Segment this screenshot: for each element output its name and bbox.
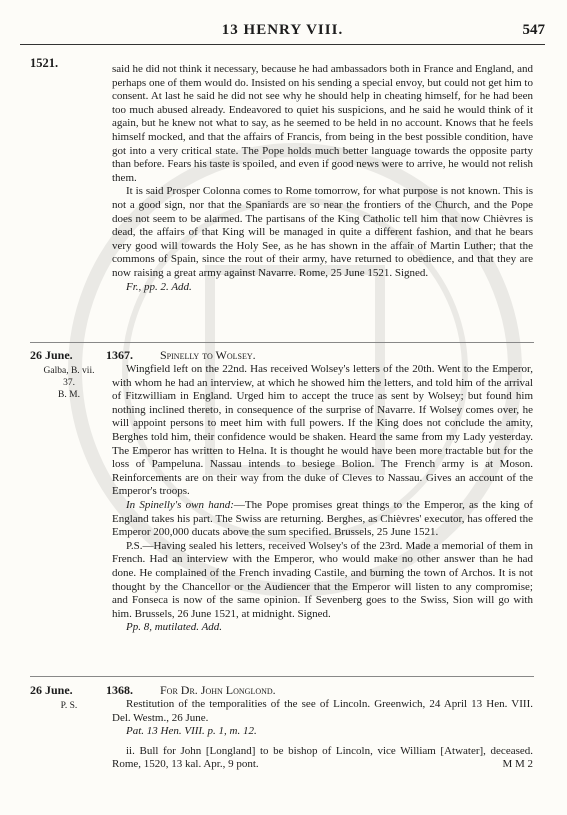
margin-line: 37. (63, 378, 75, 388)
continuation-text (112, 63, 533, 294)
entry-number: 1367. (106, 348, 133, 362)
divider (30, 342, 534, 343)
own-hand-text: —The Pope promises great things to the Emperor, as the king of England takes his part. The Swiss are returning. Berghes, as Chièvres' executor, has offered the Emperor 200,000 ducats above the sum specified. Brussels, 25 June 1521. (112, 498, 534, 539)
margin-line: B. M. (58, 390, 80, 400)
paragraph: It is said Prosper Colonna comes to Rome tomorrow, for what purpose is not known. This is not a good sign, nor that the Spaniards are so near the frontiers of the Church, and the Pope does not seem to be alarmed. The partisans of the King Catholic tell him that now Chièvres is dead, the affairs of that King will be managed in quite a different fashion, and that he bears very good will towards the Holy See, as he has shown in the affair of Martin Luther; that the commons of Spain, since the rout of their army, have returned to obedience, and that they are now raising a great army against Navarre. Rome, 25 June 1521. Signed. (112, 185, 533, 279)
entry-date: 26 June. (30, 348, 73, 362)
entry-title: For Dr. John Longlond. (160, 683, 276, 697)
entry-1368-margin (30, 700, 108, 712)
entry-1368-text (112, 698, 533, 772)
source-note: Pp. 8, mutilated. Add. (126, 621, 223, 634)
own-hand-paragraph (112, 499, 533, 540)
entry-number: 1368. (106, 683, 133, 697)
signature-mark: M M 2 (502, 758, 533, 770)
divider (30, 676, 534, 677)
margin-line: P. S. (60, 701, 78, 711)
paragraph: Restitution of the temporalities of the see of Lincoln. Greenwich, 24 April 13 Hen. VIII. Del. Westm., 26 June. (112, 698, 533, 724)
source-note: Fr., pp. 2. Add. (126, 280, 192, 293)
entry-1367-text (112, 363, 533, 635)
margin-line: Galba, B. vii. (43, 366, 95, 376)
own-hand-label: In Spinelly's own hand: (126, 498, 234, 511)
entry-title: Spinelly to Wolsey. (160, 348, 256, 362)
running-title: 13 HENRY VIII. (221, 22, 344, 38)
postscript: P.S.—Having sealed his letters, received Wolsey's of the 23rd. Made a memorial of them in French. Had an interview with the Emperor, who would make no other answer than he had done. He complained of the French invading Castile, and burning the town of Archos. It is not thought by the Chancellor or the Audiencer that the Emperor will listen to any compromise; and Fonseca is now of the same opinion. If Sevenberg goes to the Swiss, Sion will go with him. Brussels, 26 June 1521, at midnight. Signed. (112, 539, 533, 620)
source-note: Pat. 13 Hen. VIII. p. 1, m. 12. (126, 725, 257, 738)
year-label: 1521. (30, 56, 59, 70)
entry-1367-margin (30, 365, 108, 401)
paragraph: ii. Bull for John [Longland] to be bishop of Lincoln, vice William [Atwater], deceased. Rome, 1520, 13 kal. Apr., 9 pont. (112, 744, 533, 771)
paragraph: said he did not think it necessary, because he had ambassadors both in France and England, and perhaps one of them would do. Insisted on his sending a special envoy, but could not get him to consent. At last he said he did not see why he should help in cheating himself, for he had been too much abused already. Endeavored to quiet his suspicions, and he said he would think of it again, but he knew not what to say, as he seemed to be held in no account. Knows that he feels himself mocked, and that the affairs of Francis, from being in the best possible condition, have got into a very critical state. The Pope holds much better language towards the opposite party than before. Fears his taste is spoiled, and even if good news were to arrive, he would not relish them. (112, 63, 533, 184)
entry-date: 26 June. (30, 683, 73, 697)
page-number: 547 (522, 22, 545, 38)
paragraph: Wingfield left on the 22nd. Has received Wolsey's letters of the 20th. Went to the Emperor, with whom he had an interview, at which he showed him the letters, and told him of the arrival of Fitzwilliam in England. Urged him to accept the truce as sent by Wolsey; but found him nothing inclined thereto, in consequence of the surprise of Navarre. If Wolsey comes over, he will appoint persons to meet him with full powers. If the King does not conclude the amity, Berghes told him, their confidence would be shaken. Heard the same from my Lady yesterday. The Emperor has written to Helna. It is thought he would have been more tractable but for the loss of Pampeluna. Nassau intends to besiege Bolion. The French army is at Moson. Reinforcements are on their way from the duke of Cleves to Nassau. Gives an account of the Emperor's troops. (112, 363, 533, 498)
running-header (20, 20, 545, 45)
